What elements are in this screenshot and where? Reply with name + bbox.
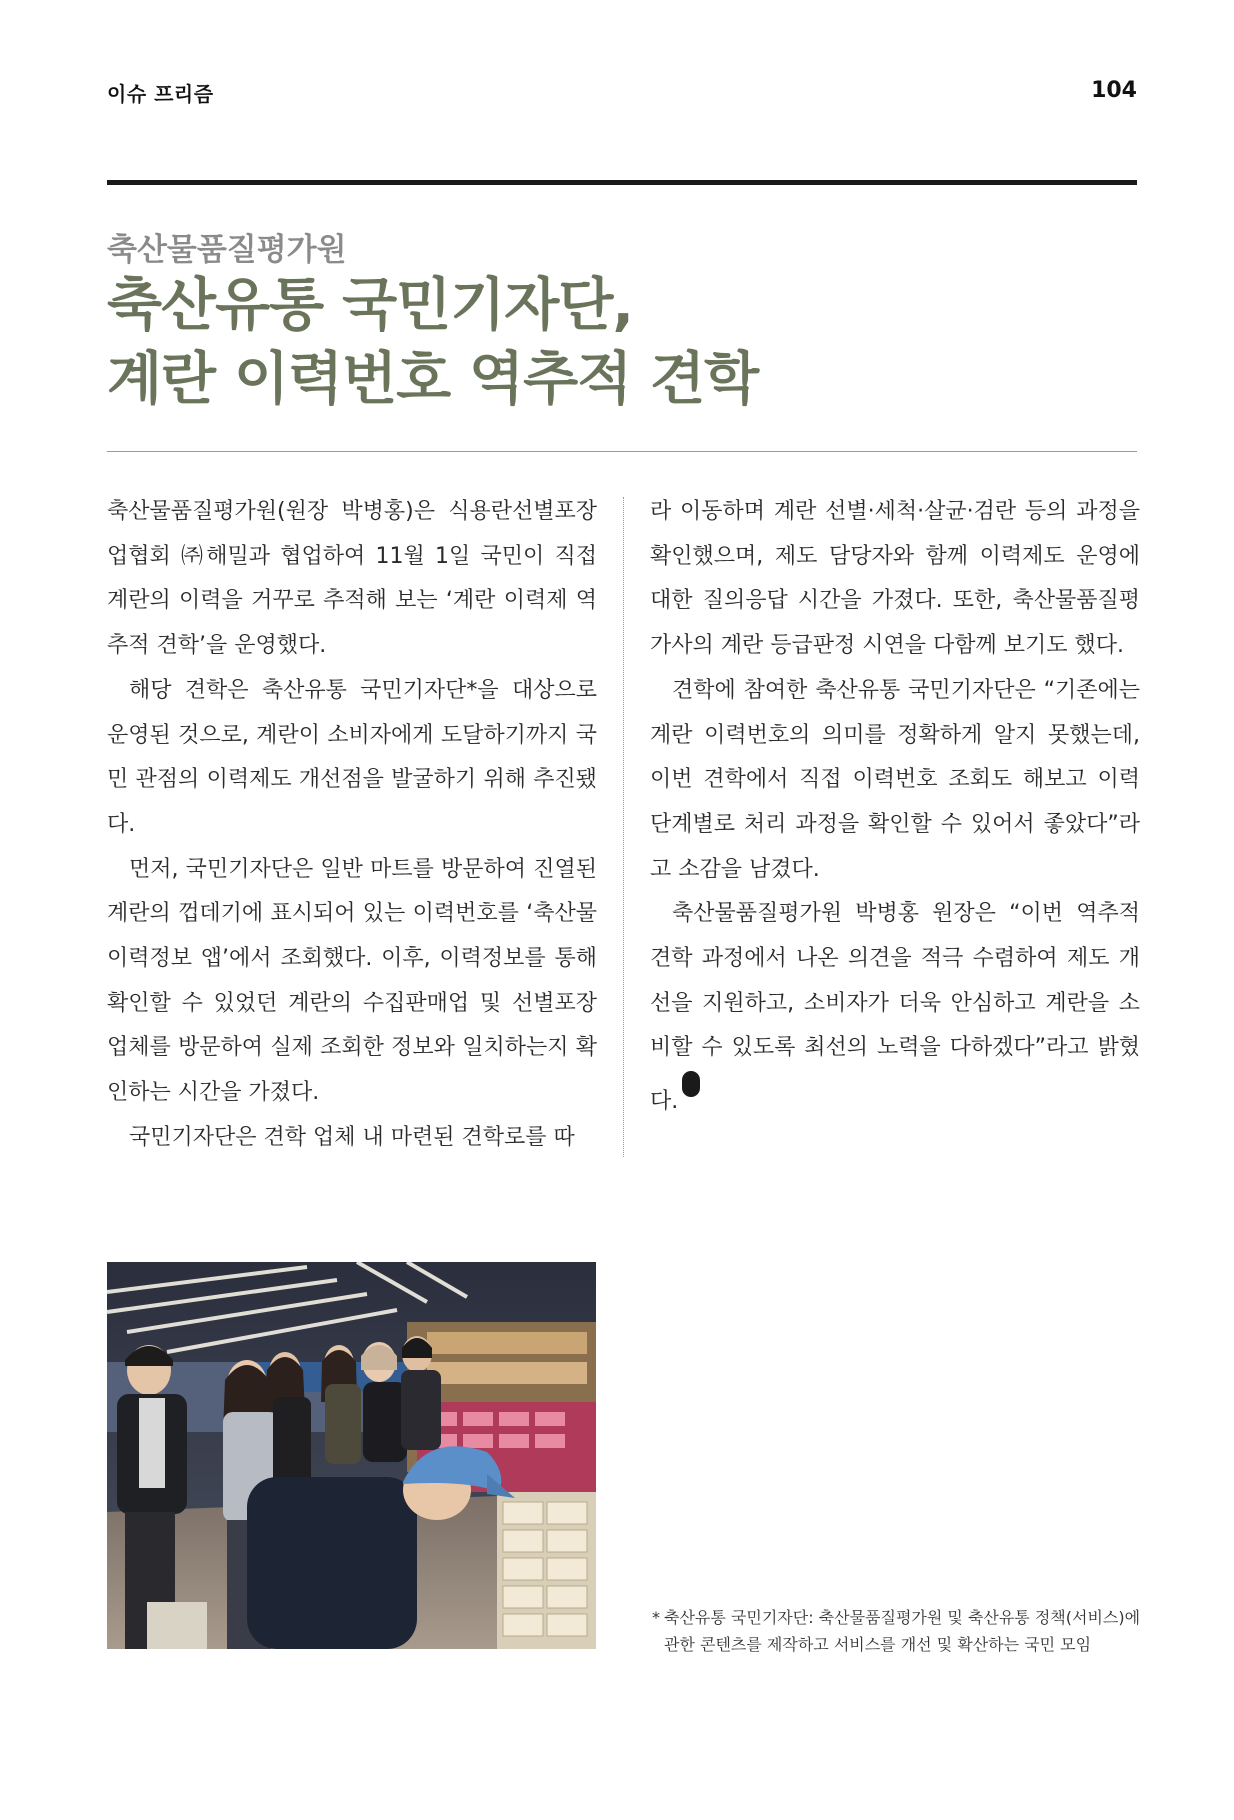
title-line-1: 축산유통 국민기자단, [107,272,634,338]
paragraph: 축산물품질평가원(원장 박병홍)은 식용란선별포장업협회 ㈜해밀과 협업하여 11월 1일 국민이 직접 계란의 이력을 거꾸로 추적해 보는 ‘계란 이력제 역추적 견학’을 운영했다. [107,499,597,659]
paragraph: 견학에 참여한 축산유통 국민기자단은 “기존에는 계란 이력번호의 의미를 정확하게 알지 못했는데, 이번 견학에서 직접 이력번호 조회도 해보고 이력 단계별로 처리 과정을 확인할 수 있어서 좋았다”라고 소감을 남겼다. [650,677,1140,882]
footnote-marker: * [652,1608,660,1627]
title-rule [107,451,1137,452]
paragraph: 라 이동하며 계란 선별·세척·살균·검란 등의 과정을 확인했으며, 제도 담당자와 함께 이력제도 운영에 대한 질의응답 시간을 가졌다. 또한, 축산물품질평가사의 계란 등급판정 시연을 다함께 보기도 했다. [650,499,1140,659]
paragraph: 먼저, 국민기자단은 일반 마트를 방문하여 진열된 계란의 껍데기에 표시되어 있는 이력번호를 ‘축산물 이력정보 앱’에서 조회했다. 이후, 이력정보를 통해 확인할 수 있었던 계란의 수집판매업 및 선별포장 업체를 방문하여 실제 조회한 정보와 일치하는지 확인하는 시간을 가졌다. [107,856,597,1106]
footnote-text: 축산유통 국민기자단: 축산물품질평가원 및 축산유통 정책(서비스)에 관한 콘텐츠를 제작하고 서비스를 개선 및 확산하는 국민 모임 [664,1608,1141,1654]
footnote [652,1604,1142,1658]
title-line-2: 계란 이력번호 역추적 견학 [107,346,759,412]
supermarket-visit-photo [107,1262,596,1649]
paragraph-text: 축산물품질평가원 박병홍 원장은 “이번 역추적 견학 과정에서 나온 의견을 적극 수렴하여 제도 개선을 지원하고, 소비자가 더욱 안심하고 계란을 소비할 수 있도록 최선의 노력을 다하겠다”라고 밝혔다. [650,901,1140,1115]
paragraph: 국민기자단은 견학 업체 내 마련된 견학로를 따 [129,1124,575,1150]
section-label: 이슈 프리즘 [107,82,214,106]
paragraph-last [650,892,1140,1125]
article-photo [107,1262,596,1649]
paragraph: 해당 견학은 축산유통 국민기자단*을 대상으로 운영된 것으로, 계란이 소비자에게 도달하기까지 국민 관점의 이력제도 개선점을 발굴하기 위해 추진됐다. [107,677,597,837]
header-rule [107,180,1137,185]
column-divider [623,497,624,1157]
body-column-right [650,490,1140,1125]
article-title [107,268,1137,416]
body-column-left [107,490,597,1161]
page-number: 104 [1091,78,1137,103]
end-mark-icon: 축산 [682,1071,700,1097]
org-label: 축산물품질평가원 [107,232,347,268]
